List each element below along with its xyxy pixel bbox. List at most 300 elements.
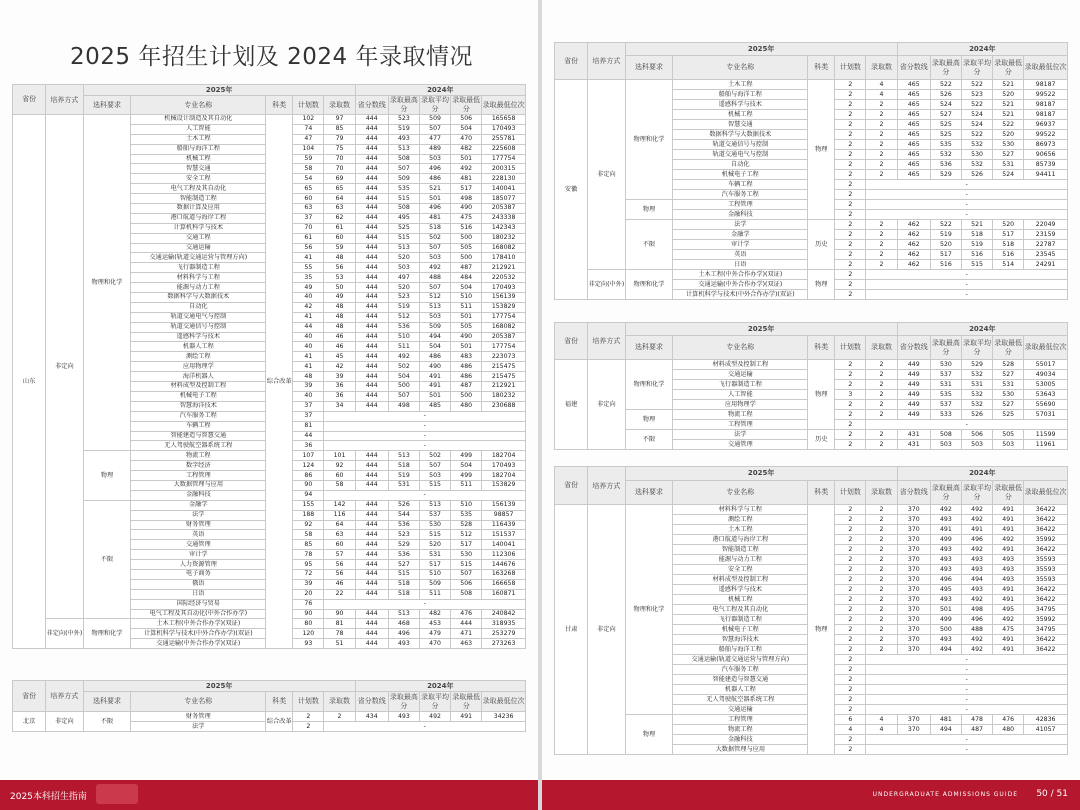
major-name-cell: 材料成型及控制工程: [673, 575, 808, 585]
table-row: [555, 360, 1068, 370]
header-cell: 培养方式: [588, 467, 625, 505]
value-cell: 444: [355, 144, 388, 154]
no-data-cell: -: [866, 665, 1068, 675]
plan-count-cell: 2: [835, 555, 866, 565]
subject-req-cell: 物理: [625, 200, 673, 220]
value-cell: 2: [866, 515, 897, 525]
value-cell: 56: [324, 569, 355, 579]
value-cell: 142343: [482, 223, 526, 233]
province-cell: 山东: [13, 115, 46, 649]
value-cell: 513: [419, 302, 450, 312]
shandong-admission-table: [12, 84, 526, 649]
value-cell: 2: [866, 555, 897, 565]
plan-count-cell: 37: [293, 213, 324, 223]
value-cell: 531: [993, 380, 1024, 390]
value-cell: 490: [451, 204, 482, 214]
value-cell: 507: [419, 461, 450, 471]
header-cell: 省份: [13, 85, 46, 115]
category-cell: 物理: [808, 505, 835, 755]
value-cell: 444: [355, 540, 388, 550]
value-cell: 36422: [1024, 525, 1068, 535]
value-cell: 60: [324, 471, 355, 481]
plan-count-cell: 2: [835, 635, 866, 645]
major-name-cell: 电子商务: [131, 569, 266, 579]
plan-count-cell: 2: [835, 400, 866, 410]
value-cell: 526: [930, 90, 961, 100]
plan-count-cell: 2: [835, 140, 866, 150]
value-cell: 2: [866, 260, 897, 270]
value-cell: 501: [451, 154, 482, 164]
value-cell: 481: [451, 174, 482, 184]
value-cell: 2: [866, 625, 897, 635]
major-name-cell: 遥感科学与技术: [673, 100, 808, 110]
plan-count-cell: 41: [293, 352, 324, 362]
plan-count-cell: 54: [293, 174, 324, 184]
value-cell: 524: [961, 110, 992, 120]
value-cell: 504: [388, 372, 419, 382]
value-cell: 500: [451, 233, 482, 243]
major-name-cell: 工程管理: [673, 200, 808, 210]
plan-count-cell: 2: [835, 150, 866, 160]
value-cell: 48: [324, 253, 355, 263]
plan-count-cell: 94: [293, 490, 324, 500]
value-cell: 444: [355, 154, 388, 164]
subject-req-cell: 不限: [625, 220, 673, 270]
value-cell: 177754: [482, 154, 526, 164]
plan-count-cell: 2: [835, 535, 866, 545]
major-name-cell: 机械电子工程: [131, 391, 266, 401]
header-cell: 录取最高分: [930, 56, 961, 80]
value-cell: 2: [866, 565, 897, 575]
major-name-cell: 轨道交通电气与控制: [673, 150, 808, 160]
value-cell: 504: [419, 342, 450, 352]
value-cell: 500: [451, 391, 482, 401]
plan-count-cell: 86: [293, 471, 324, 481]
value-cell: 370: [897, 725, 930, 735]
value-cell: 512: [388, 312, 419, 322]
value-cell: 495: [930, 585, 961, 595]
value-cell: 518: [388, 579, 419, 589]
value-cell: 444: [355, 530, 388, 540]
value-cell: 34: [324, 401, 355, 411]
plan-count-cell: 2: [835, 110, 866, 120]
value-cell: 524: [961, 120, 992, 130]
value-cell: 492: [961, 515, 992, 525]
subject-req-cell: 物理: [625, 410, 673, 430]
plan-count-cell: 92: [293, 520, 324, 530]
plan-count-cell: 2: [835, 685, 866, 695]
major-name-cell: 机械电子工程: [673, 625, 808, 635]
value-cell: 510: [451, 293, 482, 303]
value-cell: 273263: [482, 639, 526, 649]
plan-count-cell: 2: [835, 220, 866, 230]
value-cell: 511: [388, 342, 419, 352]
mode-cell: 非定向(中外): [588, 270, 625, 300]
plan-count-cell: 2: [835, 705, 866, 715]
plan-count-cell: 60: [293, 194, 324, 204]
value-cell: 525: [993, 410, 1024, 420]
plan-count-cell: 56: [293, 243, 324, 253]
plan-count-cell: 40: [293, 293, 324, 303]
header-year-2024: 2024年: [355, 85, 525, 96]
value-cell: 531: [961, 380, 992, 390]
value-cell: 518: [961, 230, 992, 240]
value-cell: 4: [866, 90, 897, 100]
major-name-cell: 交通工程: [131, 233, 266, 243]
header-cell: 录取数: [866, 481, 897, 505]
value-cell: 49034: [1024, 370, 1068, 380]
value-cell: 56: [324, 263, 355, 273]
value-cell: 370: [897, 585, 930, 595]
value-cell: 62: [324, 213, 355, 223]
value-cell: 531: [388, 480, 419, 490]
major-name-cell: 人工智能: [673, 390, 808, 400]
major-name-cell: 数字经济: [131, 461, 266, 471]
value-cell: 532: [961, 140, 992, 150]
province-cell: 福建: [555, 360, 588, 450]
major-name-cell: 土木工程(中外合作办学)(双证): [673, 270, 808, 280]
value-cell: 510: [419, 569, 450, 579]
plan-count-cell: 36: [293, 441, 324, 451]
value-cell: 481: [930, 715, 961, 725]
value-cell: 53005: [1024, 380, 1068, 390]
value-cell: 470: [419, 639, 450, 649]
major-name-cell: 船舶与海洋工程: [131, 144, 266, 154]
value-cell: 493: [930, 515, 961, 525]
value-cell: 536: [388, 520, 419, 530]
value-cell: 4: [866, 715, 897, 725]
value-cell: 493: [388, 134, 419, 144]
value-cell: 98187: [1024, 80, 1068, 90]
value-cell: 537: [930, 400, 961, 410]
value-cell: 2: [866, 120, 897, 130]
category-cell: 物理: [808, 360, 835, 430]
value-cell: 507: [419, 243, 450, 253]
major-name-cell: 交通运输(中外合作办学)(双证): [131, 639, 266, 649]
value-cell: 166658: [482, 579, 526, 589]
plan-count-cell: 2: [835, 410, 866, 420]
value-cell: 64: [324, 520, 355, 530]
value-cell: 521: [993, 80, 1024, 90]
value-cell: 537: [419, 510, 450, 520]
value-cell: 527: [993, 150, 1024, 160]
major-name-cell: 能源与动力工程: [131, 283, 266, 293]
header-cell: 录取最低分: [452, 692, 481, 710]
value-cell: 36422: [1024, 505, 1068, 515]
value-cell: 444: [355, 115, 388, 125]
value-cell: 520: [388, 253, 419, 263]
plan-count-cell: 58: [293, 164, 324, 174]
header-year-2025: 2025年: [83, 681, 355, 692]
value-cell: 370: [897, 715, 930, 725]
value-cell: 444: [355, 520, 388, 530]
header-year-2025: 2025年: [625, 43, 897, 56]
value-cell: 2: [866, 440, 897, 450]
value-cell: 35992: [1024, 535, 1068, 545]
plan-count-cell: 49: [293, 283, 324, 293]
plan-count-cell: 41: [293, 362, 324, 372]
plan-count-cell: 55: [293, 263, 324, 273]
value-cell: 94411: [1024, 170, 1068, 180]
value-cell: 479: [419, 629, 450, 639]
major-name-cell: 遥感科学与技术: [673, 585, 808, 595]
value-cell: 462: [897, 230, 930, 240]
value-cell: 519: [388, 124, 419, 134]
plan-count-cell: 2: [835, 655, 866, 665]
value-cell: 182704: [482, 451, 526, 461]
value-cell: 4: [866, 725, 897, 735]
value-cell: 475: [993, 625, 1024, 635]
header-cell: 培养方式: [46, 85, 83, 115]
value-cell: 504: [451, 461, 482, 471]
value-cell: 212921: [482, 382, 526, 392]
subject-req-cell: 物理和化学: [625, 505, 673, 715]
plan-count-cell: 2: [835, 180, 866, 190]
value-cell: 465: [897, 130, 930, 140]
value-cell: 521: [419, 184, 450, 194]
value-cell: 492: [961, 635, 992, 645]
value-cell: 46: [324, 342, 355, 352]
header-cell: 科类: [808, 56, 835, 80]
value-cell: 513: [388, 144, 419, 154]
value-cell: 35992: [1024, 615, 1068, 625]
header-cell: 录取最低分: [452, 96, 481, 113]
header-cell: 省份: [555, 43, 588, 80]
value-cell: 521: [993, 110, 1024, 120]
value-cell: 522: [961, 80, 992, 90]
plan-count-cell: 2: [835, 430, 866, 440]
major-name-cell: 应用物理学: [131, 362, 266, 372]
value-cell: 168082: [482, 322, 526, 332]
value-cell: 530: [930, 360, 961, 370]
value-cell: 504: [451, 283, 482, 293]
value-cell: 462: [897, 220, 930, 230]
value-cell: 502: [388, 362, 419, 372]
major-name-cell: 物流工程: [673, 410, 808, 420]
value-cell: 494: [930, 645, 961, 655]
value-cell: 101: [324, 451, 355, 461]
value-cell: 2: [866, 250, 897, 260]
value-cell: 497: [388, 273, 419, 283]
value-cell: 2: [866, 615, 897, 625]
value-cell: 520: [388, 283, 419, 293]
value-cell: 116439: [482, 520, 526, 530]
major-name-cell: 交通运输(轨道交通运营与管理方向): [131, 253, 266, 263]
plan-count-cell: 47: [293, 134, 324, 144]
value-cell: 370: [897, 615, 930, 625]
header-cell: 计划数: [835, 56, 866, 80]
value-cell: 370: [897, 545, 930, 555]
province-cell: 北京: [13, 712, 46, 732]
mode-cell: 非定向(中外): [46, 619, 83, 649]
plan-count-cell: 2: [835, 120, 866, 130]
plan-count-cell: 107: [293, 451, 324, 461]
value-cell: 96937: [1024, 120, 1068, 130]
header-cell: 录取数: [324, 692, 355, 712]
no-data-cell: -: [866, 200, 1068, 210]
value-cell: 463: [451, 639, 482, 649]
value-cell: 92: [324, 461, 355, 471]
value-cell: 496: [419, 164, 450, 174]
plan-count-cell: 2: [835, 240, 866, 250]
value-cell: 444: [355, 619, 388, 629]
value-cell: 2: [866, 170, 897, 180]
major-name-cell: 计算机科学与技术: [131, 223, 266, 233]
plan-count-cell: 40: [293, 391, 324, 401]
value-cell: 168082: [482, 243, 526, 253]
major-name-cell: 机械电子工程: [673, 170, 808, 180]
major-name-cell: 港口航道与海岸工程: [673, 535, 808, 545]
value-cell: 521: [961, 220, 992, 230]
no-data-cell: -: [866, 290, 1068, 300]
value-cell: 165658: [482, 115, 526, 125]
value-cell: 490: [419, 362, 450, 372]
value-cell: 520: [419, 540, 450, 550]
value-cell: 431: [897, 440, 930, 450]
value-cell: 491: [419, 372, 450, 382]
value-cell: 59: [324, 243, 355, 253]
value-cell: 536: [388, 550, 419, 560]
value-cell: 444: [355, 243, 388, 253]
header-cell: 省份: [13, 681, 46, 712]
value-cell: 60: [324, 540, 355, 550]
plan-count-cell: 2: [835, 260, 866, 270]
value-cell: 520: [993, 130, 1024, 140]
value-cell: 531: [930, 380, 961, 390]
no-data-cell: -: [324, 431, 526, 441]
value-cell: 507: [419, 124, 450, 134]
value-cell: 499: [451, 451, 482, 461]
value-cell: 444: [355, 213, 388, 223]
value-cell: 36422: [1024, 645, 1068, 655]
plan-count-cell: 39: [293, 579, 324, 589]
category-cell: 综合改革: [266, 712, 293, 732]
value-cell: 492: [930, 505, 961, 515]
no-data-cell: -: [324, 490, 526, 500]
value-cell: 81: [324, 619, 355, 629]
value-cell: 527: [993, 370, 1024, 380]
value-cell: 2: [324, 712, 355, 722]
header-cell: 省分数线: [897, 481, 930, 505]
value-cell: 434: [355, 712, 388, 722]
value-cell: 491: [993, 525, 1024, 535]
value-cell: 444: [355, 293, 388, 303]
plan-count-cell: 2: [835, 250, 866, 260]
header-cell: 培养方式: [46, 681, 83, 712]
plan-count-cell: 2: [835, 230, 866, 240]
major-name-cell: 机械设计制造及其自动化: [131, 115, 266, 125]
page-title: 2025 年招生计划及 2024 年录取情况: [70, 44, 473, 70]
value-cell: 511: [419, 589, 450, 599]
value-cell: 99522: [1024, 130, 1068, 140]
value-cell: 523: [961, 90, 992, 100]
plan-count-cell: 48: [293, 372, 324, 382]
header-year-2025: 2025年: [625, 467, 897, 481]
footer-bar-right: [542, 780, 1080, 810]
major-name-cell: 测绘工程: [131, 352, 266, 362]
value-cell: 48: [324, 322, 355, 332]
left-page: [0, 0, 538, 810]
value-cell: 513: [419, 500, 450, 510]
value-cell: 527: [388, 560, 419, 570]
table-row: [555, 270, 1068, 280]
value-cell: 444: [355, 362, 388, 372]
value-cell: 513: [388, 243, 419, 253]
no-data-cell: -: [866, 655, 1068, 665]
plan-count-cell: 2: [835, 170, 866, 180]
plan-count-cell: 120: [293, 629, 324, 639]
value-cell: 444: [355, 134, 388, 144]
major-name-cell: 机械工程: [131, 154, 266, 164]
value-cell: 492: [993, 615, 1024, 625]
major-name-cell: 智能制造工程: [673, 545, 808, 555]
category-cell: 历史: [808, 220, 835, 270]
value-cell: 444: [355, 184, 388, 194]
value-cell: 444: [355, 480, 388, 490]
major-name-cell: 轨道交通信号与控制: [673, 140, 808, 150]
plan-count-cell: 2: [835, 515, 866, 525]
value-cell: 98857: [482, 510, 526, 520]
major-name-cell: 金融科技: [673, 735, 808, 745]
value-cell: 156139: [482, 293, 526, 303]
value-cell: 2: [866, 220, 897, 230]
value-cell: 444: [355, 302, 388, 312]
value-cell: 535: [930, 390, 961, 400]
major-name-cell: 智能制造工程: [131, 194, 266, 204]
value-cell: 498: [388, 401, 419, 411]
plan-count-cell: 37: [293, 411, 324, 421]
major-name-cell: 无人驾驶航空器系统工程: [131, 441, 266, 451]
value-cell: 533: [930, 410, 961, 420]
major-name-cell: 土木工程: [131, 134, 266, 144]
value-cell: 515: [451, 560, 482, 570]
major-name-cell: 安全工程: [131, 174, 266, 184]
value-cell: 228130: [482, 174, 526, 184]
value-cell: 220532: [482, 273, 526, 283]
value-cell: 530: [993, 140, 1024, 150]
value-cell: 491: [961, 525, 992, 535]
value-cell: 142: [324, 500, 355, 510]
header-cell: 选科要求: [625, 56, 673, 80]
value-cell: 527: [993, 400, 1024, 410]
value-cell: 498: [961, 605, 992, 615]
value-cell: 444: [355, 471, 388, 481]
value-cell: 493: [961, 555, 992, 565]
value-cell: 515: [388, 233, 419, 243]
value-cell: 2: [866, 380, 897, 390]
no-data-cell: -: [866, 420, 1068, 430]
value-cell: 520: [930, 240, 961, 250]
major-name-cell: 数据科学与大数据技术: [673, 130, 808, 140]
value-cell: 98187: [1024, 110, 1068, 120]
plan-count-cell: 42: [293, 302, 324, 312]
plan-count-cell: 90: [293, 480, 324, 490]
value-cell: 503: [930, 440, 961, 450]
mode-cell: 非定向: [46, 712, 83, 732]
value-cell: 476: [451, 609, 482, 619]
value-cell: 500: [451, 253, 482, 263]
plan-count-cell: 2: [835, 615, 866, 625]
plan-count-cell: 81: [293, 421, 324, 431]
major-name-cell: 物流工程: [673, 725, 808, 735]
value-cell: 177754: [482, 312, 526, 322]
major-name-cell: 法学: [673, 220, 808, 230]
subject-req-cell: 物理: [625, 715, 673, 755]
value-cell: 444: [355, 283, 388, 293]
plan-count-cell: 2: [835, 665, 866, 675]
major-name-cell: 能源与动力工程: [673, 555, 808, 565]
value-cell: 63: [324, 204, 355, 214]
